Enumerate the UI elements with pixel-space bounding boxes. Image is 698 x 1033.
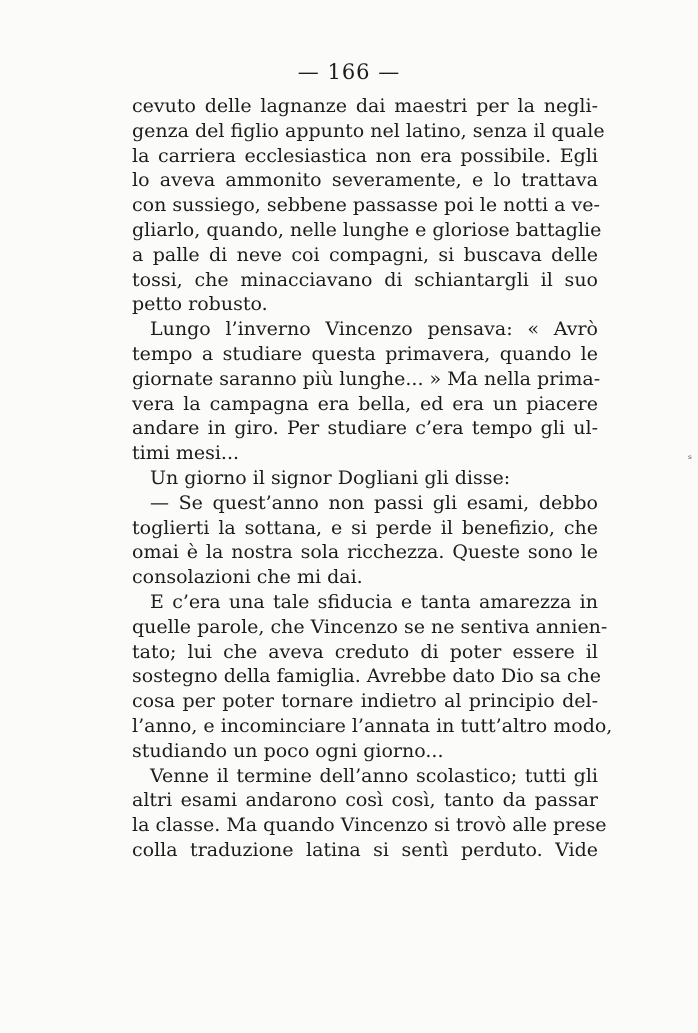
body-text <box>132 94 613 863</box>
text-line: quelle parole, che Vincenzo se ne sentiva annien- <box>132 615 608 638</box>
text-line: colla traduzione latina si sentì perduto. Vide <box>132 838 598 861</box>
text-line: con sussiego, sebbene passasse poi le notti a ve- <box>132 194 600 217</box>
text-line: toglierti la sottana, e si perde il benefizio, che <box>132 516 598 539</box>
text-line: cosa per poter tornare indietro al principio del- <box>132 690 598 713</box>
text-line: studiando un poco ogni giorno... <box>132 739 444 762</box>
text-line: cevuto delle lagnanze dai maestri per la negli- <box>132 95 598 117</box>
text-line: vera la campagna era bella, ed era un piacere <box>132 392 598 415</box>
text-line: la carriera ecclesiastica non era possibile. Egli <box>132 144 598 167</box>
text-line: timi mesi... <box>132 442 240 465</box>
text-line: petto robusto. <box>132 293 268 316</box>
text-line: tossi, che minacciavano di schiantargli il suo <box>132 268 598 291</box>
text-line: omai è la nostra sola ricchezza. Queste sono le <box>132 541 598 564</box>
text-line: — Se quest’anno non passi gli esami, debbo <box>150 491 598 514</box>
text-line: lo aveva ammonito severamente, e lo trattava <box>132 169 598 192</box>
text-line: a palle di neve coi compagni, si buscava delle <box>132 243 598 266</box>
text-line: genza del figlio appunto nel latino, senza il quale <box>132 119 605 142</box>
text-line: tato; lui che aveva creduto di poter essere il <box>132 640 598 663</box>
text-line: altri esami andarono così così, tanto da passar <box>132 789 598 812</box>
margin-speck: ˢ <box>688 452 693 466</box>
text-line: Venne il termine dell’anno scolastico; tutti gli <box>150 764 598 787</box>
text-line: l’anno, e incominciare l’annata in tutt’altro modo, <box>132 714 613 737</box>
text-line: andare in giro. Per studiare c’era tempo gli ul- <box>132 417 598 440</box>
text-line: tempo a studiare questa primavera, quando le <box>132 342 598 365</box>
text-line: la classe. Ma quando Vincenzo si trovò alle prese <box>132 814 607 837</box>
text-line: sostegno della famiglia. Avrebbe dato Dio sa che <box>132 665 602 688</box>
text-line: Un giorno il signor Dogliani gli disse: <box>150 466 511 489</box>
text-line: consolazioni che mi dai. <box>132 566 363 589</box>
page-number: — 166 — <box>297 60 401 84</box>
text-line: gliarlo, quando, nelle lunghe e gloriose battaglie <box>132 218 602 241</box>
text-line: E c’era una tale sfiducia e tanta amarezza in <box>150 590 598 613</box>
text-line: Lungo l’inverno Vincenzo pensava: « Avrò <box>150 318 598 341</box>
text-line: giornate saranno più lunghe... » Ma nella prima- <box>132 367 601 390</box>
